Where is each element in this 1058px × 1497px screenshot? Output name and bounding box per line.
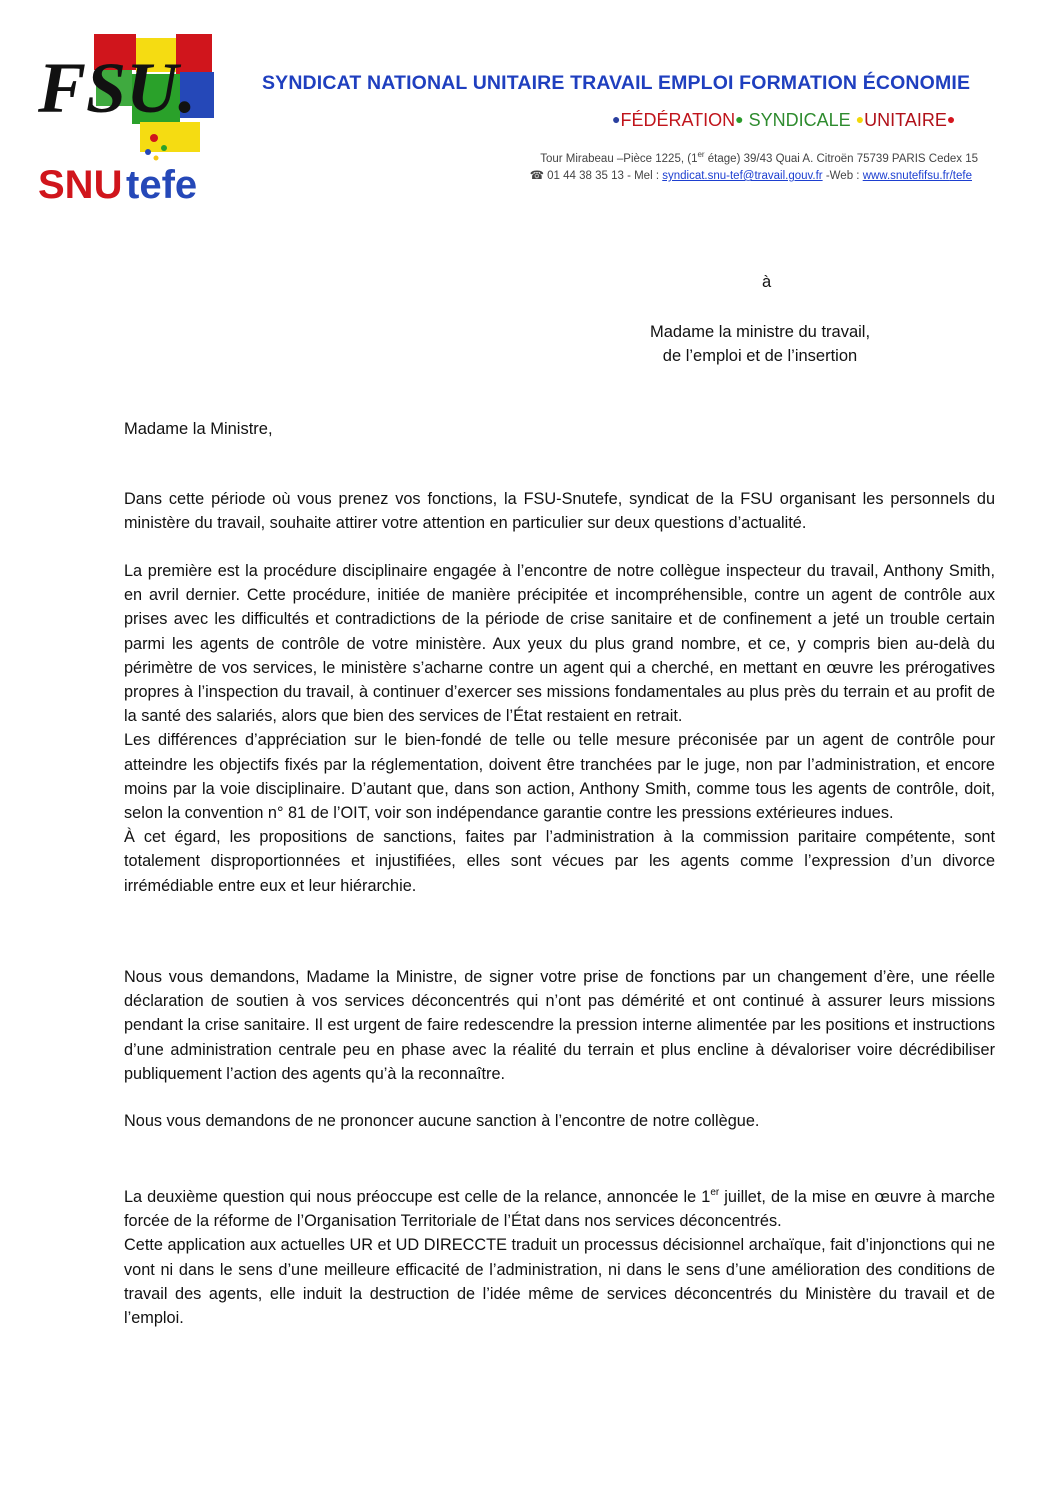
phone-number: 01 44 38 35 13 - Mel :: [543, 170, 663, 182]
paragraph-ote-reform: La deuxième question qui nous préoccupe est celle de la relance, annoncée le 1er juillet, de la mise en œuvre à marche forcée de la réforme de l’Organisation Territoriale de l’État dans nos services déconcentrés. Cette application aux actuelles UR et UD DIRECCTE traduit un processus décisionnel archaïque, fait d’injonctions qui ne vont ni dans le sens d’une meilleure efficacité de l’administration, ni dans le sens d’une amélioration des conditions de travail des agents, elle induit la destruction de l’idée même de services déconcentrés du Ministère du travail et de l’emploi.: [124, 1187, 995, 1328]
recipient-line-2: de l’emploi et de l’insertion: [662, 347, 858, 365]
recipient-block: [620, 320, 900, 368]
federation-line: [612, 110, 955, 131]
green-dot-icon: ●: [735, 111, 744, 127]
paragraph-request: Nous vous demandons, Madame la Ministre, de signer votre prise de fonctions par un changement d’ère, une réelle déclaration de soutien à vos services déconcentrés qui n’ont pas démérité et ont continué à assurer leurs missions pendant la crise sanitaire. Il est urgent de faire redescendre la pression interne alimentée par les positions et instructions d’une administration centrale peu en phase avec la réalité du terrain et plus encline à dévaloriser voire décrédibiliser publiquement l’action des agents qu’à la reconnaître.: [124, 968, 995, 1083]
syndicale-word: SYNDICALE: [748, 110, 851, 130]
red-dot-icon: ●: [946, 111, 956, 127]
federation-word: FÉDÉRATION: [620, 110, 736, 130]
phone-icon: ☎: [529, 170, 544, 182]
unitaire-word: UNITAIRE: [864, 110, 947, 130]
email-link[interactable]: syndicat.snu-tef@travail.gouv.fr: [662, 170, 823, 182]
fsu-snutefe-logo: [36, 34, 226, 204]
blue-dot-icon: ●: [612, 111, 621, 127]
logo-graphic: [36, 34, 226, 204]
recipient-to: à: [762, 273, 772, 291]
fsu-text: FSU.: [38, 48, 197, 128]
snu-text: SNU: [38, 163, 123, 204]
union-name: SYNDICAT NATIONAL UNITAIRE TRAVAIL EMPLOI FORMATION ÉCONOMIE: [262, 72, 971, 94]
salutation: Madame la Ministre,: [124, 420, 273, 438]
website-path-link[interactable]: /tefe: [949, 170, 972, 182]
website-link[interactable]: www.snutefifsu.fr: [862, 170, 950, 182]
postal-address: Tour Mirabeau –Pièce 1225, (1er étage) 39/43 Quai A. Citroën 75739 PARIS Cedex 15: [540, 150, 978, 165]
paragraph-no-sanction: Nous vous demandons de ne prononcer aucune sanction à l’encontre de notre collègue.: [124, 1112, 760, 1130]
paragraph-procedure: La première est la procédure disciplinaire engagée à l’encontre de notre collègue inspecteur du travail, Anthony Smith, en avril dernier. Cette procédure, initiée de manière précipitée et incompréhensible, contre un agent de contrôle aux prises avec les difficultés et contradictions de la période de crise sanitaire et de confinement a jeté un trouble certain parmi les agents de contrôle de votre ministère. Aux yeux du plus grand nombre, et ce, y compris bien au-delà du périmètre de vos services, le ministère s’acharne contre un agent qui a cherché, en mettant en œuvre les prérogatives propres à l’inspection du travail, à continuer d’exercer ses missions fondamentales au plus près du terrain et au profit de la santé des salariés, alors que bien des services de l’État restaient en retrait. Les différences d’appréciation sur le bien-fondé de telle ou telle mesure préconisée par un agent de contrôle pour atteindre les objectifs fixés par la réglementation, doivent être tranchées par le juge, non par l’administration, et encore moins par la voie disciplinaire. D’autant que, dans son action, Anthony Smith, comme tous les agents de contrôle, doit, selon la convention n° 81 de l’OIT, voir son indépendance garantie contre les pressions extérieures indues. À cet égard, les propositions de sanctions, faites par l’administration à la commission paritaire compétente, sont totalement disproportionnées et injustifiées, elles sont vécues par les agents comme l’expression d’un divorce irrémédiable entre eux et leur hiérarchie.: [124, 562, 995, 895]
yellow-dot-icon: ●: [855, 111, 865, 127]
contact-line: ☎ 01 44 38 35 13 - Mel : syndicat.snu-tef@travail.gouv.fr -Web : www.snutefifsu.fr/tefe: [529, 170, 972, 182]
paragraph-intro: Dans cette période où vous prenez vos fonctions, la FSU-Snutefe, syndicat de la FSU organisant les personnels du ministère du travail, souhaite attirer votre attention en particulier sur deux questions d’actualité.: [124, 490, 995, 533]
recipient-line-1: Madame la ministre du travail,: [649, 323, 871, 341]
tefe-text: tefe: [126, 163, 198, 204]
